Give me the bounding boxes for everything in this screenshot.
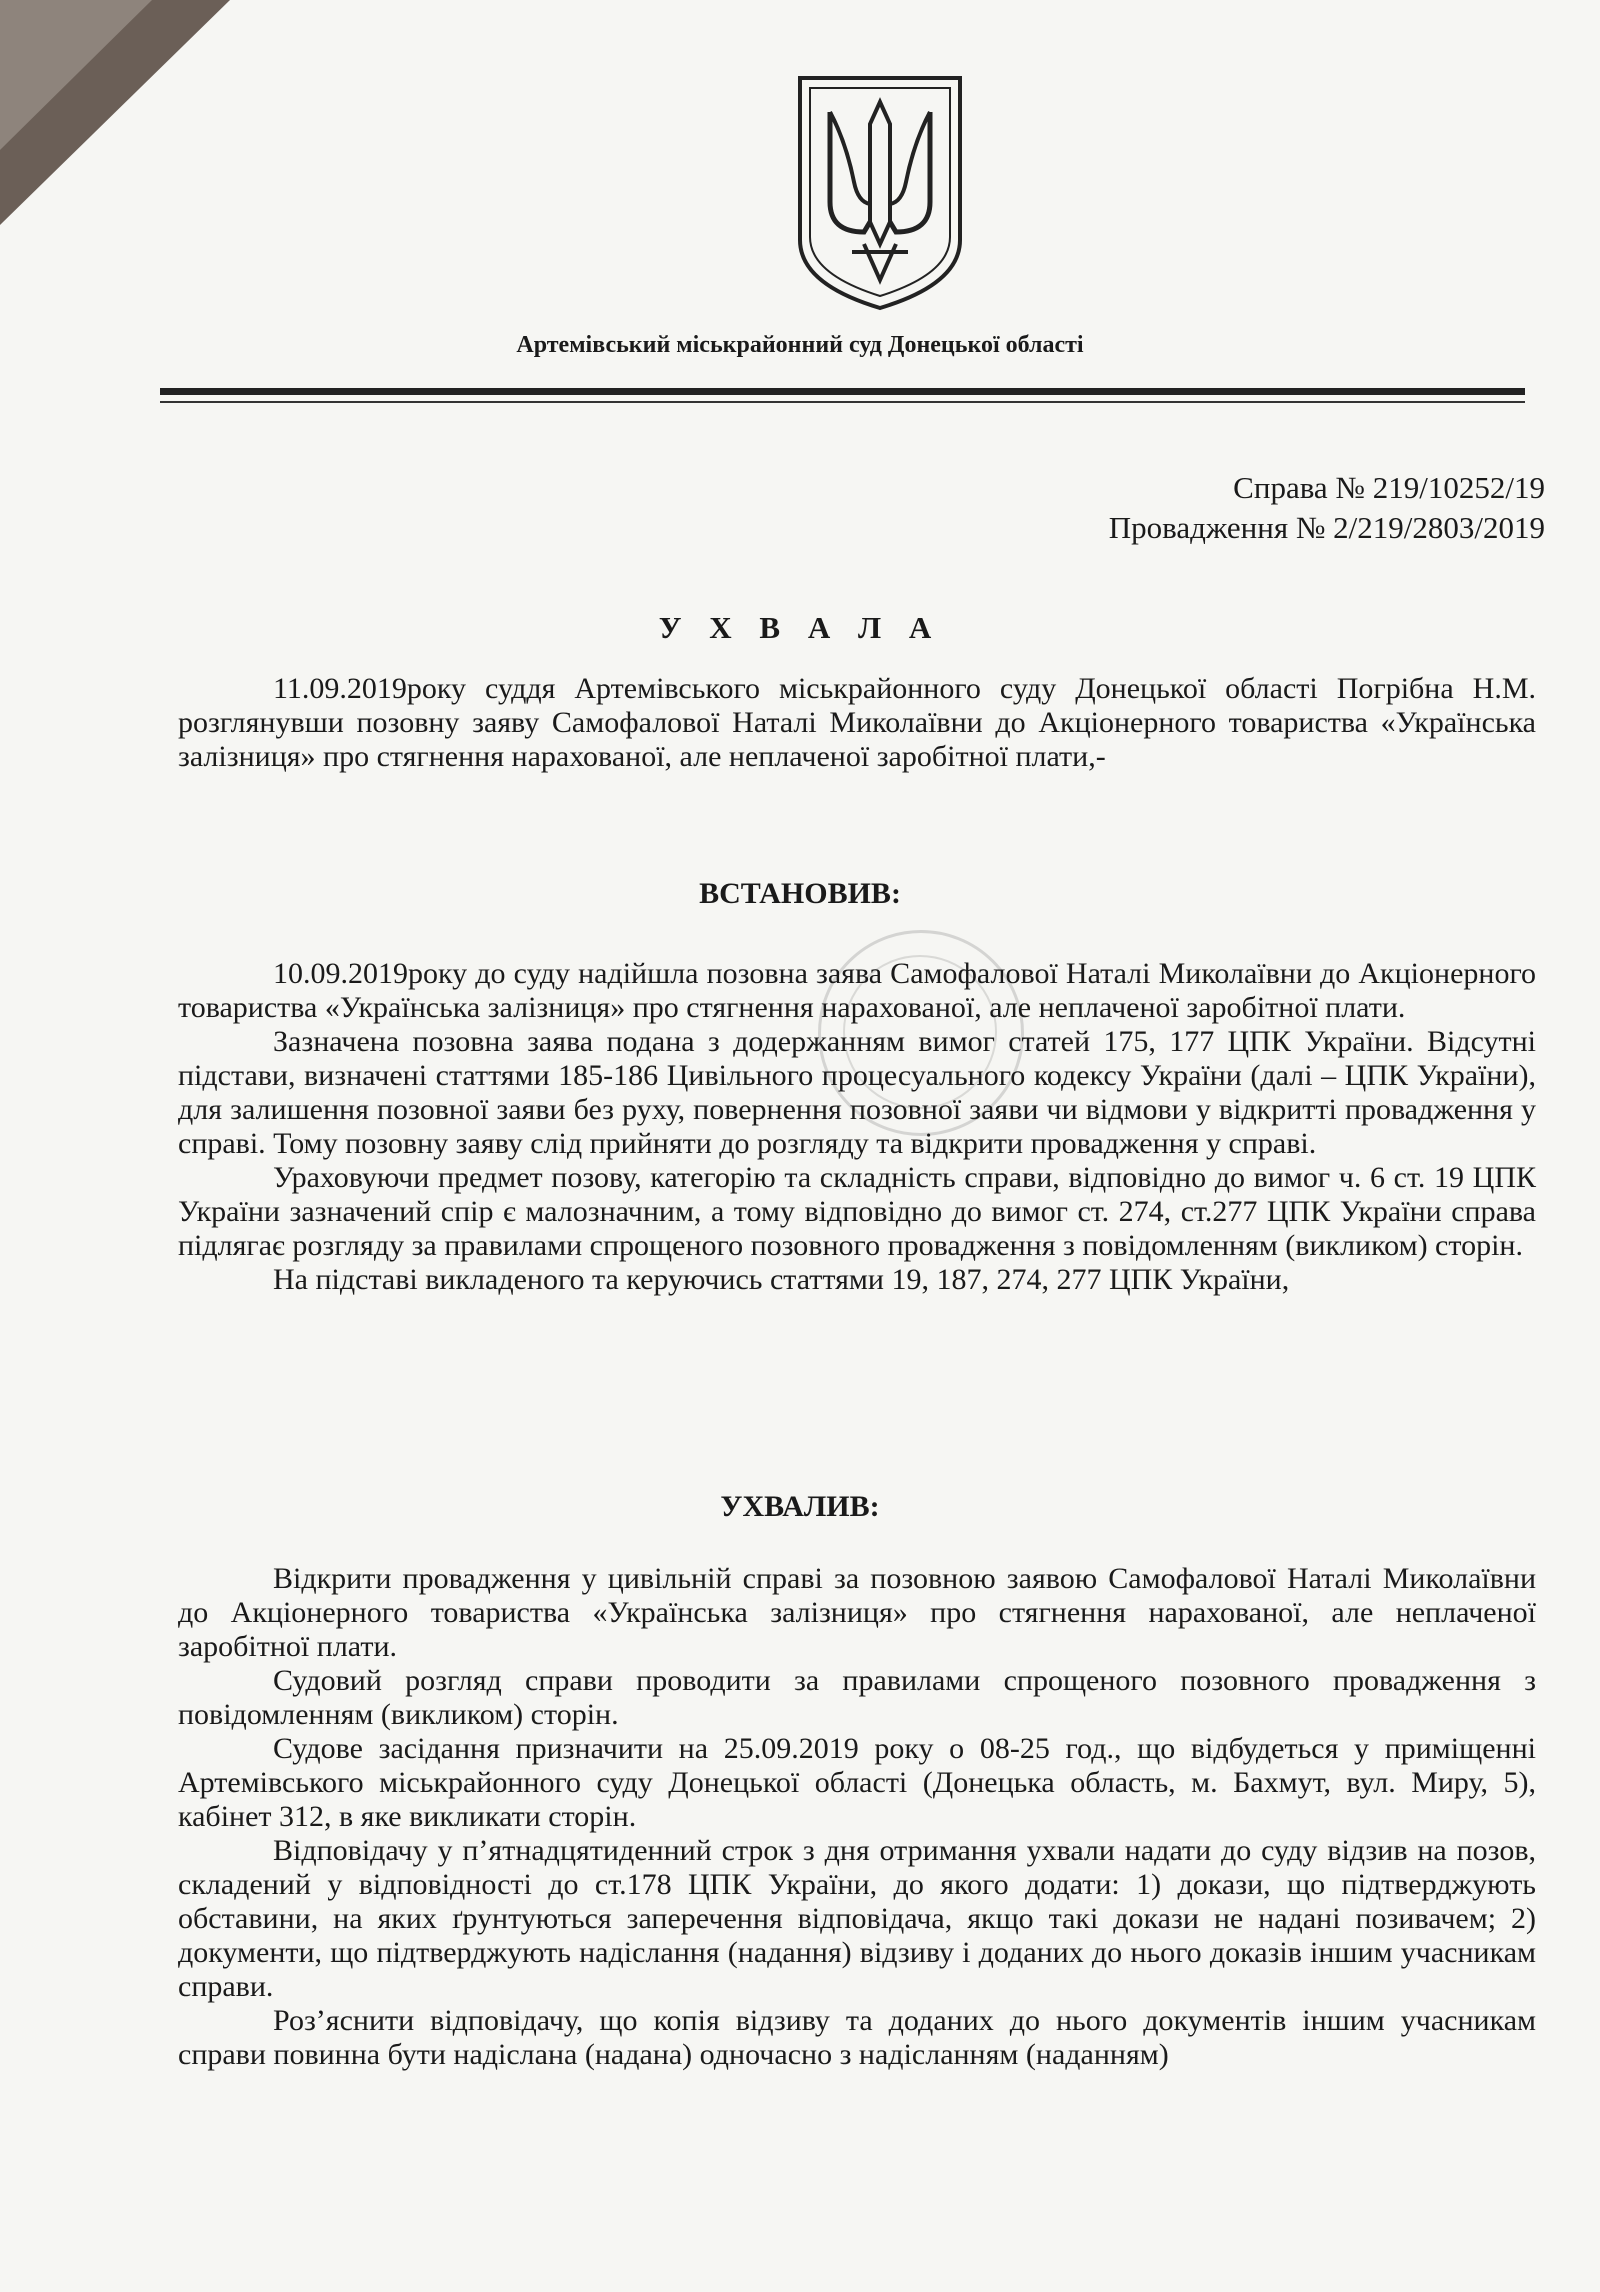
case-reference xyxy=(1109,468,1545,548)
intro-paragraph: 11.09.2019року суддя Артемівського міськрайонного суду Донецької області Погрібна Н.М. розглянувши позовну заяву Самофалової Наталі Миколаївни до Акціонерного товариства «Українська залізниця» про стягнення нарахованої, але неплаченої заробітної плати,- xyxy=(178,672,1536,773)
established-paragraph-1: 10.09.2019року до суду надійшла позовна заява Самофалової Наталі Миколаївни до Акціонерного товариства «Українська залізниця» про стягнення нарахованої, але неплаченої заробітної плати. xyxy=(178,957,1536,1024)
page-corner-fold xyxy=(0,0,152,150)
header-rule-thin xyxy=(160,401,1525,403)
resolved-paragraph-2: Судовий розгляд справи проводити за правилами спрощеного позовного провадження з повідомленням (викликом) сторін. xyxy=(178,1664,1536,1731)
resolved-paragraph-5: Роз’яснити відповідачу, що копія відзиву та доданих до нього документів іншим учасникам справи повинна бути надіслана (надана) одночасно з надісланням (наданням) xyxy=(178,2004,1536,2071)
header-rule-thick xyxy=(160,388,1525,395)
resolved-paragraph-4: Відповідачу у п’ятнадцятиденний строк з дня отримання ухвали надати до суду відзив на позов, складений у відповідності до ст.178 ЦПК України, до якого додати: 1) докази, що підтверджують обставини, на яких ґрунтуються заперечення відповідача, якщо такі докази не надані позивачем; 2) документи, що підтверджують надіслання (надання) відзиву і доданих до нього доказів іншим учасникам справи. xyxy=(178,1834,1536,2003)
established-block xyxy=(178,957,1536,1297)
resolved-block xyxy=(178,1562,1536,2072)
case-number: Справа № 219/10252/19 xyxy=(1233,470,1545,505)
established-heading: ВСТАНОВИВ: xyxy=(699,877,901,910)
court-name: Артемівський міськрайонний суд Донецької області xyxy=(516,332,1084,358)
established-paragraph-4: На підставі викладеного та керуючись статтями 19, 187, 274, 277 ЦПК України, xyxy=(273,1263,1290,1296)
proceeding-number: Провадження № 2/219/2803/2019 xyxy=(1108,510,1545,545)
resolved-heading: УХВАЛИВ: xyxy=(720,1490,880,1523)
established-paragraph-3: Ураховуючи предмет позову, категорію та складність справи, відповідно до вимог ч. 6 ст. 19 ЦПК України зазначений спір є малозначним, а тому відповідно до вимог ст. 274, ст.277 ЦПК України справа підлягає розгляду за правилами спрощеного позовного провадження з повідомленням (викликом) сторін. xyxy=(178,1161,1536,1262)
resolved-paragraph-3: Судове засідання призначити на 25.09.2019 року о 08-25 год., що відбудеться у приміщенні Артемівського міськрайонного суду Донецької області (Донецька область, м. Бахмут, вул. Миру, 5), кабінет 312, в яке викликати сторін. xyxy=(178,1732,1536,1833)
document-title: У Х В А Л А xyxy=(658,610,942,645)
resolved-paragraph-1: Відкрити провадження у цивільній справі за позовною заявою Самофалової Наталі Миколаївни до Акціонерного товариства «Українська залізниця» про стягнення нарахованої, але неплаченої заробітної плати. xyxy=(178,1562,1536,1663)
established-paragraph-2: Зазначена позовна заява подана з додержанням вимог статей 175, 177 ЦПК України. Відсутні підстави, визначені статтями 185-186 Цивільного процесуального кодексу України (далі – ЦПК України), для залишення позовної заяви без руху, повернення позовної заяви чи відмови у відкритті провадження у справі. Тому позовну заяву слід прийняти до розгляду та відкрити провадження у справі. xyxy=(178,1025,1536,1160)
intro-block xyxy=(178,672,1536,774)
trident-coat-of-arms-icon xyxy=(794,72,966,312)
